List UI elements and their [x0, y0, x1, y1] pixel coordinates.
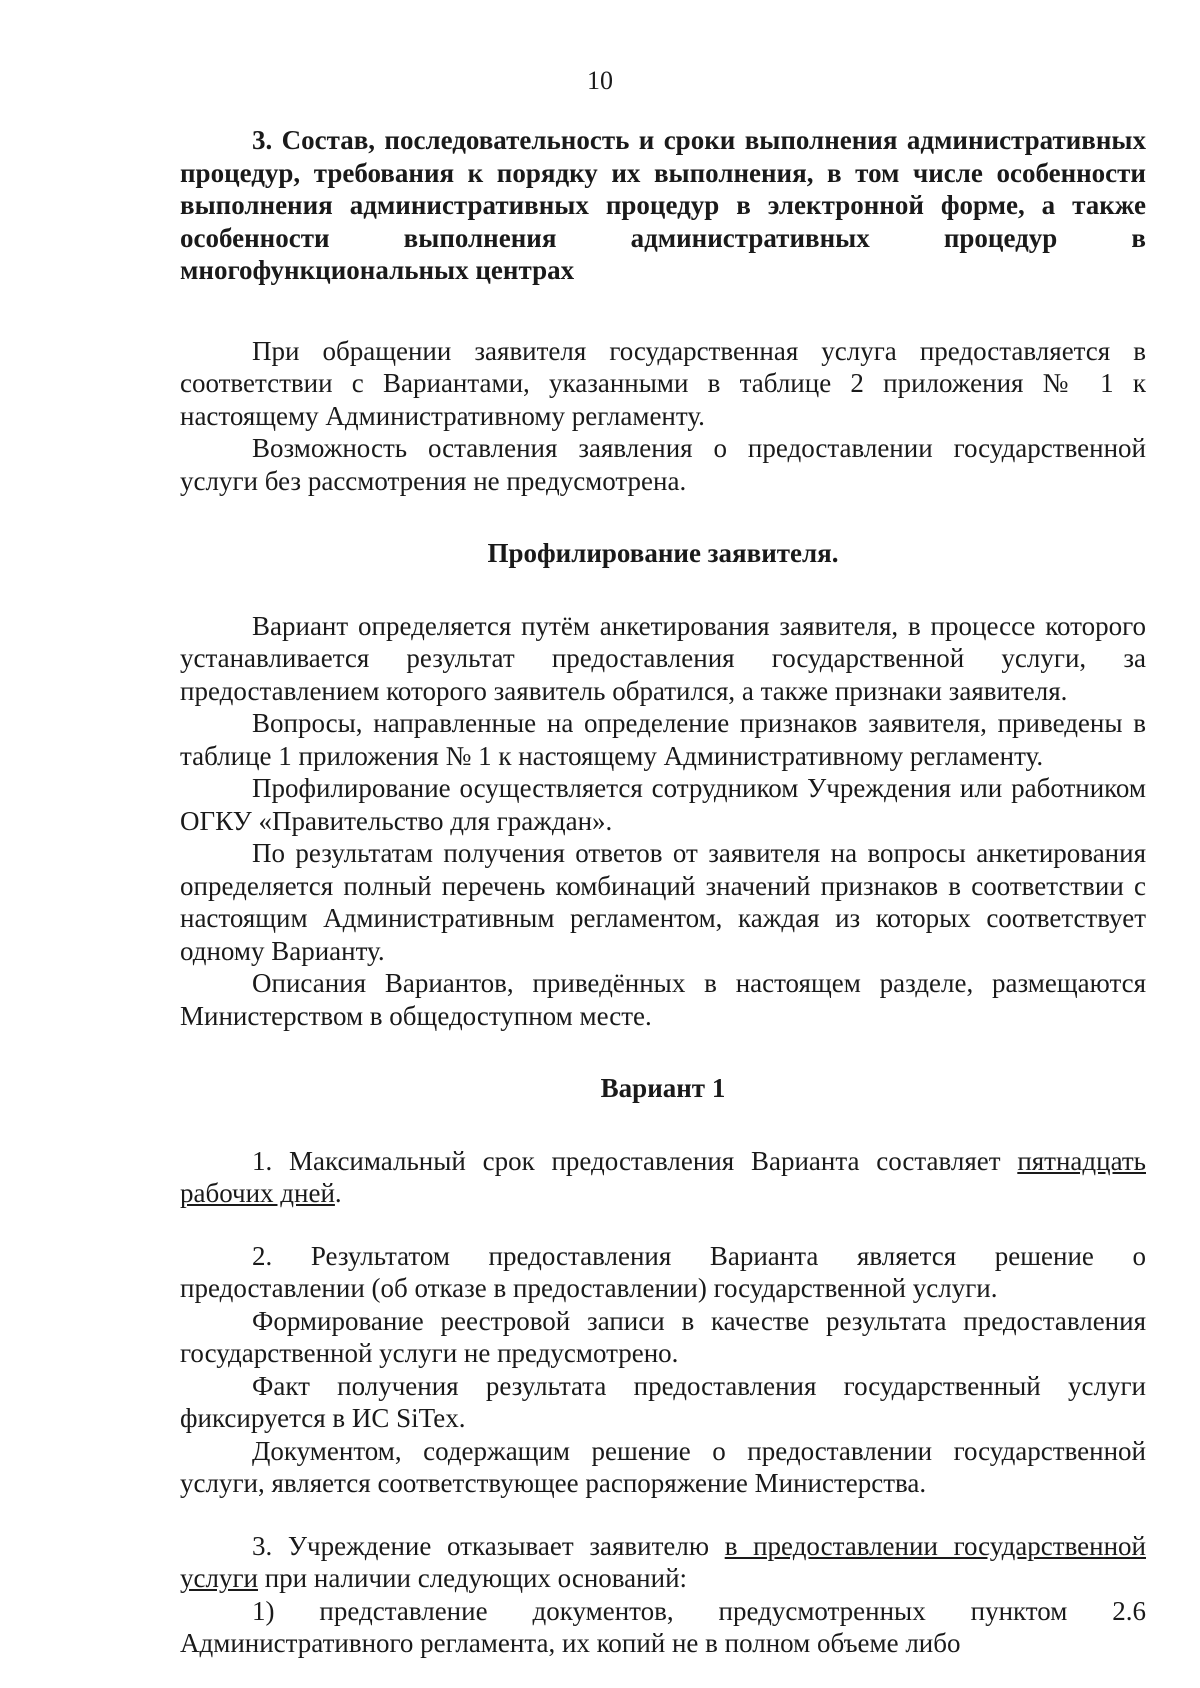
item-2-sitex-note: Факт получения результата предоставления государственный услуги фиксируется в ИС SiTex. — [180, 1370, 1146, 1433]
item-2-paragraph: 2. Результатом предоставления Варианта является решение о предоставлении (об отказе в предоставлении) государственной услуги. — [180, 1240, 1146, 1303]
item-3-text: 3. Учреждение отказывает заявителю — [252, 1530, 725, 1561]
item-1-text: 1. Максимальный срок предоставления Варианта составляет — [252, 1145, 1018, 1176]
profiling-paragraph-4: По результатам получения ответов от заявителя на вопросы анкетирования определяется полный перечень комбинаций значений признаков в соответствии с настоящим Административным регламентом, каждая из которых соответствует одному Варианту. — [180, 838, 1146, 966]
item-1-paragraph — [180, 1145, 1146, 1210]
document-body — [180, 124, 1146, 1660]
profiling-paragraph-3: Профилирование осуществляется сотрудником Учреждения или работником ОГКУ «Правительство для граждан». — [180, 773, 1146, 836]
item-3-paragraph — [180, 1530, 1146, 1595]
page-number: 10 — [587, 66, 613, 95]
intro-paragraph-2: Возможность оставления заявления о предоставлении государственной услуги без рассмотрения не предусмотрена. — [180, 433, 1146, 496]
variant-heading: Вариант 1 — [600, 1073, 726, 1103]
profiling-paragraph-2: Вопросы, направленные на определение признаков заявителя, приведены в таблице 1 приложения № 1 к настоящему Административному регламенту. — [180, 708, 1146, 771]
profiling-heading: Профилирование заявителя. — [487, 538, 839, 568]
item-2-registry-note: Формирование реестровой записи в качестве результата предоставления государственной услуги не предусмотрено. — [180, 1305, 1146, 1368]
item-1-suffix: . — [334, 1178, 342, 1208]
profiling-paragraph-5: Описания Вариантов, приведённых в настоящем разделе, размещаются Министерством в общедоступном месте. — [180, 968, 1146, 1031]
item-3-subitem-1: 1) представление документов, предусмотренных пунктом 2.6 Административного регламента, их копий не в полном объеме либо — [180, 1595, 1146, 1658]
item-3-underlined-term: в предоставлении государственной услуги — [180, 1530, 1146, 1593]
item-1-underlined-term: пятнадцать рабочих дней — [180, 1145, 1146, 1208]
item-3-suffix: при наличии следующих оснований: — [257, 1563, 688, 1593]
item-2-document-note: Документом, содержащим решение о предоставлении государственной услуги, является соответствующее распоряжение Министерства. — [180, 1435, 1146, 1498]
profiling-paragraph-1: Вариант определяется путём анкетирования заявителя, в процессе которого устанавливается результат предоставления государственной услуги, за предоставлением которого заявитель обратился, а также признаки заявителя. — [180, 610, 1146, 706]
intro-paragraph-1: При обращении заявителя государственная услуга предоставляется в соответствии с Вариантами, указанными в таблице 2 приложения № 1 к настоящему Административному регламенту. — [180, 335, 1146, 431]
section-heading: 3. Состав, последовательность и сроки выполнения административных процедур, требования к порядку их выполнения, в том числе особенности выполнения административных процедур в электронной форме, а также особенности выполнения административных процедур в многофункциональных центрах — [180, 125, 1146, 285]
